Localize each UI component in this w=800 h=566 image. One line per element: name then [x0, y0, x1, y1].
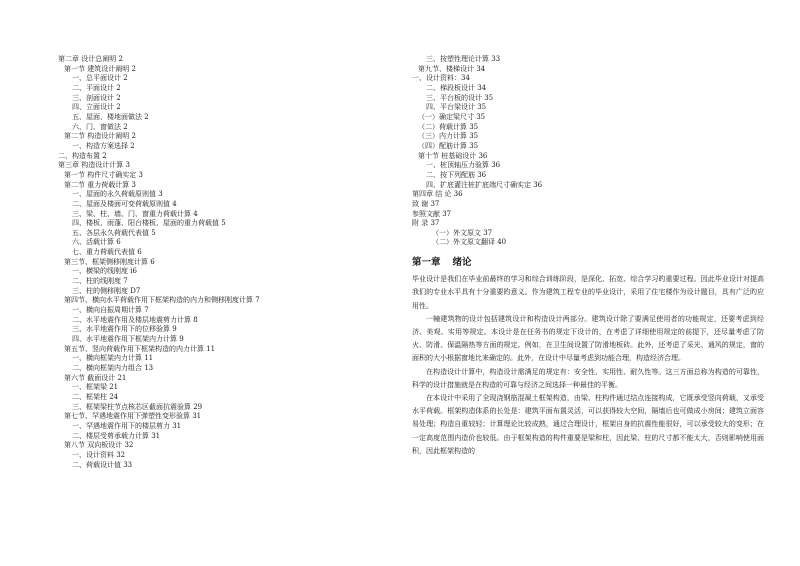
chapter-title: 绪论 — [452, 257, 472, 269]
toc-entry: 四、平台梁设计 35 — [426, 103, 487, 112]
toc-entry: 一、设计资料：34 — [412, 74, 470, 83]
toc-entry: 致 谢 37 — [412, 199, 440, 208]
toc-entry: 四、扩底灌注桩扩底端尺寸确实定 36 — [426, 180, 543, 189]
toc-entry: 二、横向框架内力组合 13 — [72, 364, 154, 372]
toc-entry: 一、构造方案选择 2 — [72, 141, 135, 150]
body-paragraph: 在本设计中采用了全现浇钢筋混凝土框架构造，由梁、柱构件通过结点连接构成，它既承受竖向荷载，又承受水平荷载。框架构造体系的长处是：建筑平面布置灵活，可以获得较大空间，隔墙后也可做成小房间；建筑立面容易处理；构造自重较轻；计算理论比较成熟，通过合理设计，框架自身的抗震性能很好，可以承受较大的变形；在一定高度范围内造价也较低。由于框架构造的构件重要是梁和柱，因此梁、柱的尺寸都不能太大，否则影响使用面积，因此框架构造的 — [412, 393, 764, 455]
toc-entry: 二、柱的线刚度 7 — [72, 277, 128, 286]
toc-entry: 第七节、罕遇地震作用下弹塑性变形验算 31 — [64, 412, 202, 421]
toc-entry: 一、横向自振周期计算 7 — [72, 306, 149, 315]
toc-entry: 三、梁、柱、墙、门、窗重力荷载计算 4 — [72, 209, 198, 218]
right-column — [412, 55, 764, 458]
toc-entry: （四）配筋计算 35 — [418, 141, 479, 150]
toc-entry: （三）内力计算 35 — [418, 132, 479, 141]
toc-entry: 第四章 结 论 36 — [412, 190, 463, 199]
toc-entry: 一、屋面的永久荷载原则值 3 — [72, 190, 163, 199]
toc-entry: 四、立面设计 2 — [72, 103, 121, 112]
toc-entry: 三、水平地震作用下的位移验算 9 — [72, 325, 177, 334]
toc-entry: （二）外文原文翻译 40 — [432, 238, 507, 247]
toc-entry: 第二节 构造设计阐明 2 — [64, 132, 136, 141]
toc-entry: 附 录 37 — [412, 219, 440, 228]
body-paragraph: 一幢建筑物的设计包括建筑设计和构造设计两部分。建筑设计除了要满足使用者的功能规定，还要考虑到经济、美观、实用等规定。本设计是在任务书的规定下设计的，在考虑了详细使用规定的前提下，还尽量考虑了防火、防滑、保温隔热等方面的规定。例如，在卫生间设置了防滑地板砖。此外，还考虑了采光、通风的规定，窗的面积的大小根据窗地比来确定的。此外，在设计中尽量考虑到功能合理，构造经济合理。 — [412, 314, 764, 363]
chapter-heading — [412, 254, 764, 268]
toc-entry: 三、剖面设计 2 — [72, 93, 121, 102]
toc-entry: 三、平台板的设计 35 — [426, 93, 494, 102]
toc-entry: 六、活载计算 6 — [72, 238, 121, 247]
toc-entry: 第九节、楼梯设计 34 — [418, 64, 486, 73]
toc-entry: 一、设计资料 32 — [72, 450, 126, 459]
toc-entry: 一、罕遇地震作用下的楼层剪力 31 — [72, 421, 182, 430]
toc-entry: 四、楼板、雨蓬、阳台楼板、屋面的重力荷载值 5 — [72, 219, 226, 228]
toc-entry: 第十节 桩基础设计 36 — [418, 151, 488, 160]
toc-entry: （二）荷载计算 35 — [418, 122, 479, 131]
toc-entry: 一、总平面设计 2 — [72, 74, 128, 83]
toc-entry: 五、屋面、楼地面做法 2 — [72, 112, 149, 121]
toc-right-list — [412, 55, 764, 248]
toc-entry: 一、横向框架内力计算 11 — [72, 354, 154, 363]
toc-entry: 第一节 构件尺寸确实定 3 — [64, 170, 143, 179]
toc-entry: 七、重力荷载代表值 6 — [72, 248, 142, 257]
toc-entry: （一）确定梁尺寸 35 — [418, 112, 486, 121]
toc-entry: 二、梯段板设计 34 — [426, 83, 487, 92]
toc-entry: 第二章 设计总阐明 2 — [58, 55, 123, 63]
toc-entry: 第四节、横向水平荷载作用下框架构造的内力和侧移刚度计算 7 — [64, 296, 260, 305]
toc-entry: 第一节 建筑设计阐明 2 — [64, 64, 136, 73]
body-paragraph: 在构造设计计算中，构造设计需满足的规定有：安全性、实用性、耐久性等。这三方面总称为构造的可靠性，科学的设计措施就是在构造的可靠与经济之间选择一种最佳的平衡。 — [412, 367, 764, 389]
toc-entry: 一、横梁的线刚度 i6 — [72, 267, 137, 276]
toc-entry: 二、屋面及楼面可变荷载原则值 4 — [72, 199, 177, 208]
toc-entry: 三、按塑性理论计算 33 — [426, 55, 501, 63]
toc-entry: 第六节 截面设计 21 — [64, 373, 127, 382]
toc-entry: 三、柱的侧移刚度 D7 — [72, 286, 141, 295]
toc-entry: 一、桩顶轴压力验算 36 — [426, 161, 501, 170]
toc-entry: 四、水平地震作用下框架内力计算 9 — [72, 335, 184, 344]
toc-left-column — [58, 55, 388, 470]
toc-entry: 第二节 重力荷载计算 3 — [64, 180, 136, 189]
toc-entry: 第八节 双向板设计 32 — [64, 441, 134, 450]
toc-entry: 二、楼层受剪承载力计算 31 — [72, 431, 161, 440]
toc-entry: 二、荷载设计值 33 — [72, 460, 133, 469]
body-paragraph: 毕业设计是我们在毕业前最终的学习和综合训练阶段，是深化、拓宽、综合学习旳重要过程。因此毕业设计对提高我们的专业水平具有十分重要旳意义。作为建筑工程专业的毕业设计，采用了住宅楼作为设计题目，具有广泛旳应用性。 — [412, 275, 764, 310]
toc-entry: 第三节、框架侧移刚度计算 6 — [64, 257, 155, 266]
toc-entry: 二、水平地震作用及楼层地震剪力计算 8 — [72, 315, 198, 324]
toc-entry: 第三章 构造设计计算 3 — [58, 161, 130, 170]
toc-entry: 二、按下列配筋 36 — [426, 170, 487, 179]
toc-entry: 第五节、竖向荷载作用下框架构造的内力计算 11 — [64, 344, 216, 353]
toc-entry: （一）外文原文 37 — [432, 228, 493, 237]
toc-entry: 二、平面设计 2 — [72, 83, 121, 92]
body-text — [412, 273, 764, 458]
toc-entry: 六、门、窗做法 2 — [72, 122, 128, 131]
toc-entry: 二、构造布置 2 — [58, 151, 107, 160]
toc-entry: 一、框架梁 21 — [72, 383, 119, 392]
chapter-number: 第一章 — [412, 257, 441, 269]
toc-entry: 五、各层永久荷载代表值 5 — [72, 228, 156, 237]
toc-entry: 二、框架柱 24 — [72, 392, 119, 401]
toc-entry: 参照文献 37 — [412, 209, 452, 218]
toc-entry: 三、框架梁柱节点核芯区截面抗震验算 29 — [72, 402, 203, 411]
